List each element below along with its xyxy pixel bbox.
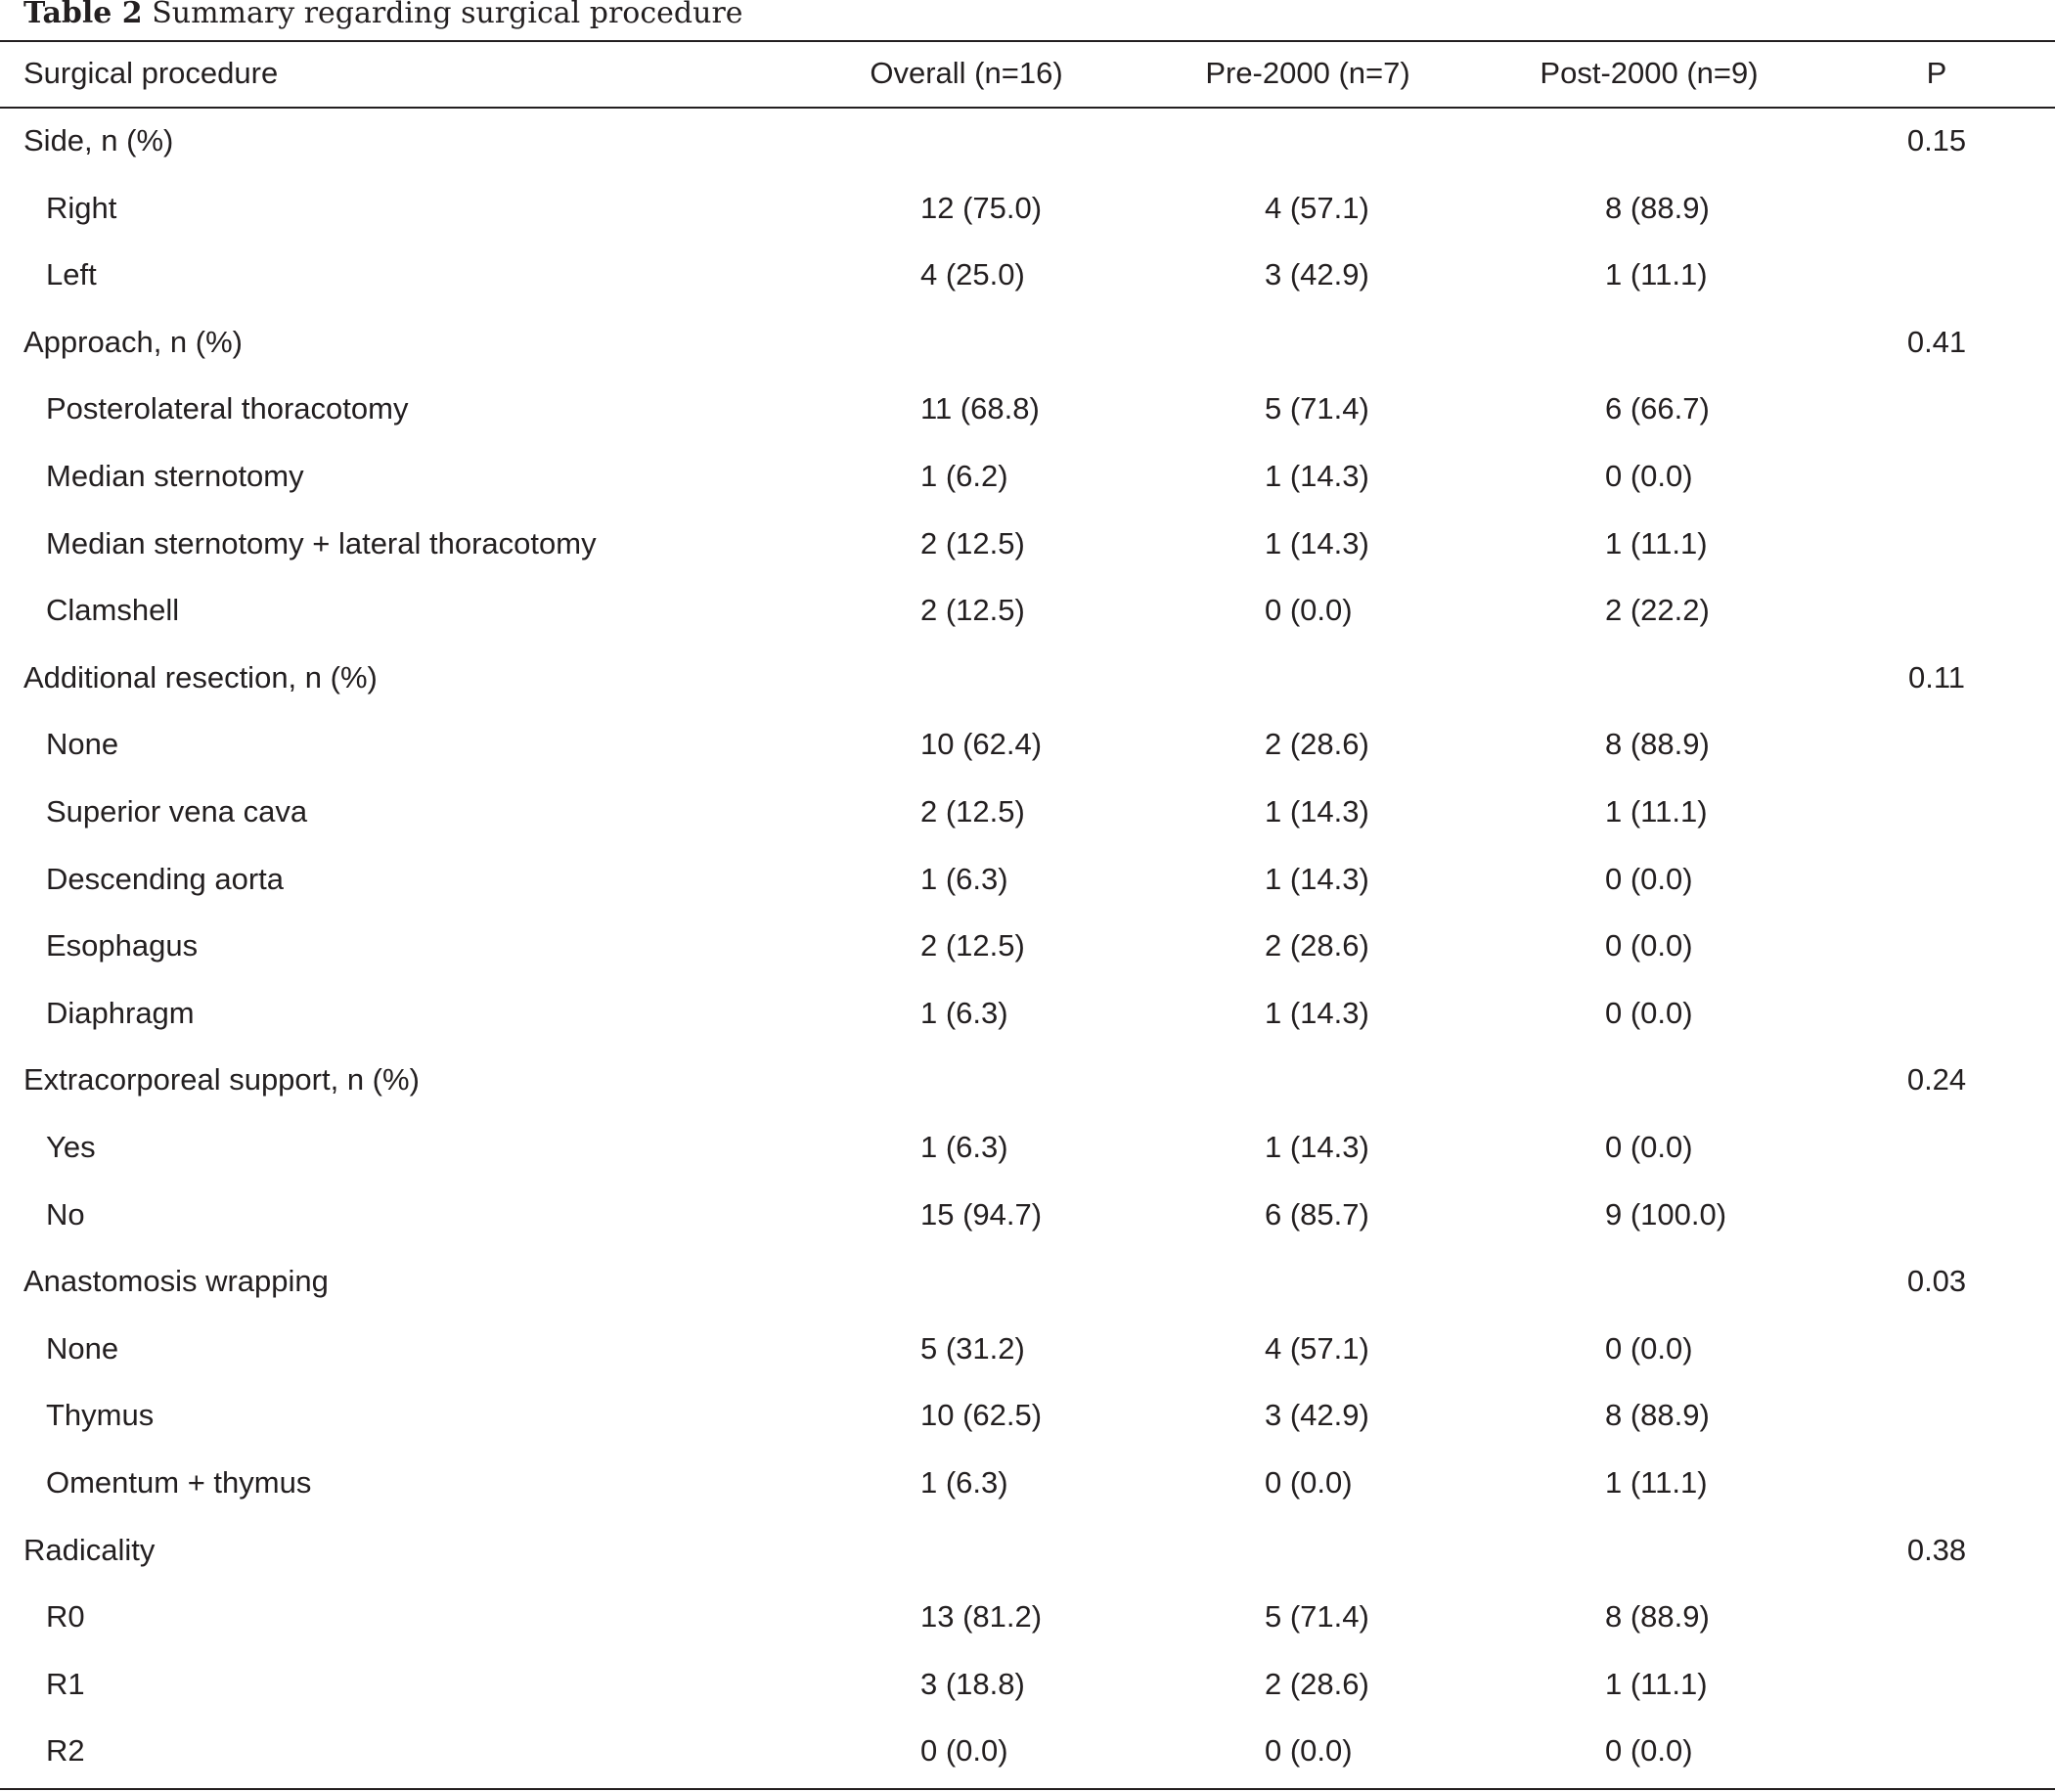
cell-overall: 10 (62.5) [920, 1398, 1043, 1433]
cell-p-value: 0.38 [1906, 1532, 1967, 1567]
cell-overall: 15 (94.7) [920, 1196, 1043, 1232]
table-row [0, 980, 2055, 1048]
cell-post-2000: 2 (22.2) [1605, 593, 1710, 628]
cell-overall: 0 (0.0) [920, 1733, 1008, 1769]
table-row [0, 846, 2055, 914]
cell-post-2000: 1 (11.1) [1605, 1666, 1708, 1701]
cell-post-2000: 6 (66.7) [1605, 391, 1710, 426]
cell-post-2000: 8 (88.9) [1605, 1398, 1710, 1433]
table-row [0, 1382, 2055, 1450]
cell-label: Yes [46, 1130, 96, 1164]
table-row [0, 1114, 2055, 1182]
table-row [0, 779, 2055, 846]
cell-pre-2000: 0 (0.0) [1265, 1733, 1353, 1769]
cell-pre-2000: 1 (14.3) [1265, 794, 1369, 829]
cell-overall: 2 (12.5) [920, 928, 1025, 963]
table-row [0, 1718, 2055, 1785]
table-caption [23, 0, 743, 31]
cell-label: Omentum + thymus [46, 1465, 312, 1500]
cell-overall: 2 (12.5) [920, 525, 1025, 560]
table-row [0, 1651, 2055, 1719]
cell-pre-2000: 1 (14.3) [1265, 861, 1369, 896]
table-row [0, 711, 2055, 779]
cell-post-2000: 9 (100.0) [1605, 1196, 1727, 1232]
cell-label: Clamshell [46, 593, 180, 628]
table-group-row [0, 1047, 2055, 1114]
cell-pre-2000: 4 (57.1) [1265, 1330, 1369, 1366]
cell-pre-2000: 5 (71.4) [1265, 391, 1369, 426]
table-row [0, 242, 2055, 309]
cell-overall: 1 (6.2) [920, 459, 1008, 493]
cell-p-value: 0.24 [1906, 1062, 1967, 1098]
cell-label: Thymus [46, 1398, 155, 1433]
cell-label: Descending aorta [46, 861, 284, 896]
cell-label: Posterolateral thoracotomy [46, 391, 409, 426]
cell-p-value: 0.41 [1906, 324, 1967, 359]
cell-label: Median sternotomy [46, 459, 304, 493]
table-row [0, 376, 2055, 443]
cell-label: Left [46, 257, 97, 292]
cell-label: Anastomosis wrapping [23, 1264, 329, 1299]
cell-overall: 13 (81.2) [920, 1599, 1043, 1635]
cell-post-2000: 0 (0.0) [1605, 928, 1693, 963]
cell-label: Right [46, 190, 117, 225]
table-group-row [0, 309, 2055, 377]
table-group-row [0, 108, 2055, 175]
cell-pre-2000: 1 (14.3) [1265, 525, 1369, 560]
cell-overall: 12 (75.0) [920, 190, 1043, 225]
header-p-value: P [1926, 56, 1947, 90]
cell-pre-2000: 5 (71.4) [1265, 1599, 1369, 1635]
cell-overall: 2 (12.5) [920, 794, 1025, 829]
table-group-row [0, 1248, 2055, 1316]
cell-overall: 3 (18.8) [920, 1666, 1025, 1701]
cell-overall: 4 (25.0) [920, 257, 1025, 292]
cell-pre-2000: 0 (0.0) [1265, 593, 1353, 628]
cell-label: Diaphragm [46, 995, 195, 1030]
table-row [0, 1450, 2055, 1517]
cell-pre-2000: 2 (28.6) [1265, 727, 1369, 762]
cell-label: Radicality [23, 1532, 156, 1567]
cell-post-2000: 1 (11.1) [1605, 525, 1708, 560]
cell-overall: 5 (31.2) [920, 1330, 1025, 1366]
header-overall: Overall (n=16) [870, 56, 1063, 90]
cell-post-2000: 1 (11.1) [1605, 794, 1708, 829]
cell-pre-2000: 1 (14.3) [1265, 1130, 1369, 1164]
cell-post-2000: 1 (11.1) [1605, 257, 1708, 292]
table-row [0, 511, 2055, 578]
cell-label: R0 [46, 1599, 85, 1635]
cell-post-2000: 0 (0.0) [1605, 1130, 1693, 1164]
cell-post-2000: 0 (0.0) [1605, 459, 1693, 493]
cell-label: No [46, 1196, 85, 1232]
cell-pre-2000: 0 (0.0) [1265, 1465, 1353, 1500]
table-row [0, 1584, 2055, 1651]
cell-label: Superior vena cava [46, 794, 308, 829]
table-row [0, 443, 2055, 511]
cell-overall: 1 (6.3) [920, 1465, 1008, 1500]
cell-p-value: 0.15 [1906, 123, 1967, 157]
cell-pre-2000: 4 (57.1) [1265, 190, 1369, 225]
cell-pre-2000: 1 (14.3) [1265, 995, 1369, 1030]
cell-p-value: 0.11 [1907, 659, 1966, 694]
cell-pre-2000: 2 (28.6) [1265, 1666, 1369, 1701]
cell-label: R2 [46, 1733, 85, 1769]
cell-post-2000: 0 (0.0) [1605, 861, 1693, 896]
table-row [0, 175, 2055, 243]
cell-label: Approach, n (%) [23, 324, 243, 359]
table-group-row [0, 1517, 2055, 1585]
table-header [0, 40, 2055, 108]
cell-post-2000: 0 (0.0) [1605, 995, 1693, 1030]
cell-overall: 1 (6.3) [920, 861, 1008, 896]
table-row [0, 577, 2055, 645]
cell-post-2000: 8 (88.9) [1605, 1599, 1710, 1635]
table-row [0, 1182, 2055, 1249]
cell-label: None [46, 727, 119, 762]
table-row [0, 913, 2055, 980]
header-surgical-procedure: Surgical procedure [23, 56, 279, 90]
cell-overall: 1 (6.3) [920, 1130, 1008, 1164]
table-number: Table 2 [23, 0, 143, 30]
cell-post-2000: 8 (88.9) [1605, 727, 1710, 762]
bottom-rule [0, 1788, 2055, 1790]
cell-pre-2000: 3 (42.9) [1265, 1398, 1369, 1433]
cell-post-2000: 0 (0.0) [1605, 1733, 1693, 1769]
cell-post-2000: 0 (0.0) [1605, 1330, 1693, 1366]
cell-overall: 1 (6.3) [920, 995, 1008, 1030]
cell-overall: 2 (12.5) [920, 593, 1025, 628]
cell-pre-2000: 6 (85.7) [1265, 1196, 1369, 1232]
cell-overall: 10 (62.4) [920, 727, 1043, 762]
header-pre-2000: Pre-2000 (n=7) [1205, 56, 1410, 90]
table-group-row [0, 645, 2055, 712]
cell-label: Side, n (%) [23, 123, 174, 157]
cell-overall: 11 (68.8) [920, 391, 1040, 426]
cell-label: None [46, 1330, 119, 1366]
cell-label: R1 [46, 1666, 85, 1701]
cell-label: Extracorporeal support, n (%) [23, 1062, 420, 1098]
cell-label: Esophagus [46, 928, 199, 963]
cell-post-2000: 1 (11.1) [1605, 1465, 1708, 1500]
cell-pre-2000: 2 (28.6) [1265, 928, 1369, 963]
table-row [0, 1316, 2055, 1383]
table-title: Summary regarding surgical procedure [152, 0, 743, 30]
cell-pre-2000: 1 (14.3) [1265, 459, 1369, 493]
cell-p-value: 0.03 [1906, 1264, 1967, 1299]
header-post-2000: Post-2000 (n=9) [1540, 56, 1759, 90]
cell-post-2000: 8 (88.9) [1605, 190, 1710, 225]
cell-label: Median sternotomy + lateral thoracotomy [46, 525, 597, 560]
cell-pre-2000: 3 (42.9) [1265, 257, 1369, 292]
cell-label: Additional resection, n (%) [23, 659, 378, 694]
